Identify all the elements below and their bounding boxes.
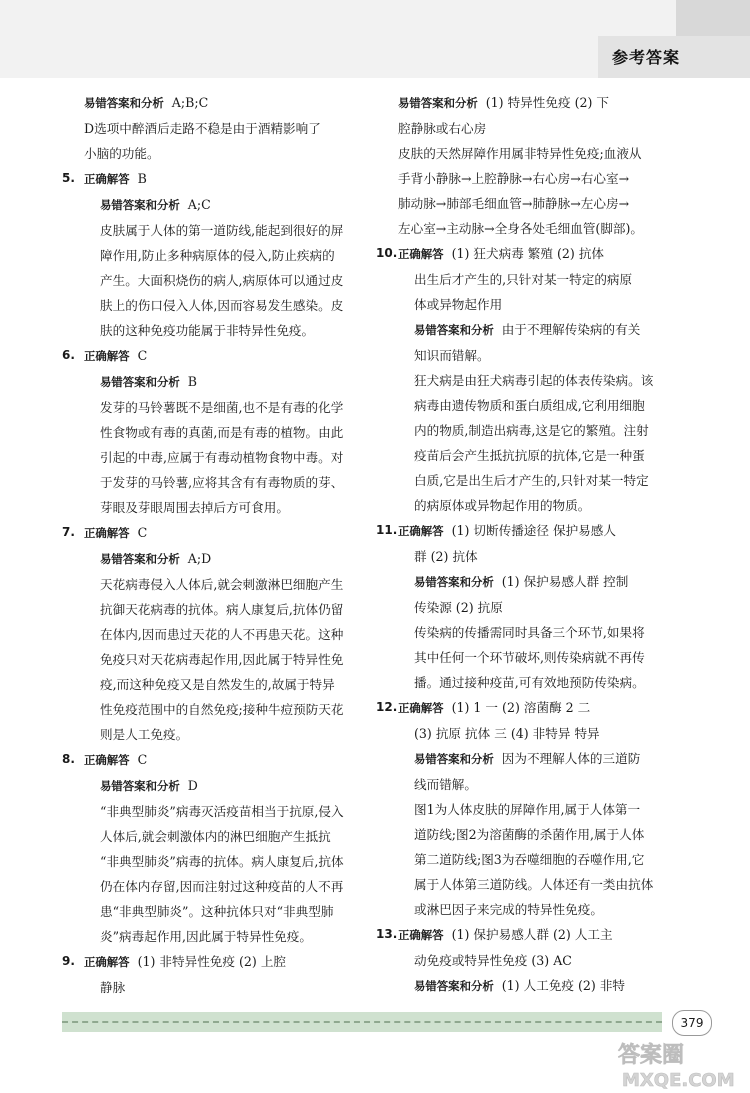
answer-line (84, 799, 374, 824)
answer-item (62, 90, 374, 166)
answer-text: 人体后,就会刺激体内的淋巴细胞产生抵抗 (100, 829, 331, 844)
answer-line (398, 191, 682, 216)
answer-label: 易错答案和分析 (84, 96, 164, 110)
answer-line (398, 595, 682, 620)
svg-text:MXQE.COM: MXQE.COM (622, 1070, 735, 1091)
answer-line (84, 747, 374, 773)
answer-line (84, 597, 374, 622)
answer-text: 其中任何一个环节破坏,则传染病就不再传 (414, 650, 645, 665)
question-number: 6. (62, 348, 75, 362)
answer-label: 正确解答 (398, 928, 444, 942)
answer-line (398, 116, 682, 141)
answer-line (84, 924, 374, 949)
svg-text:答案圈: 答案圈 (618, 1043, 685, 1068)
answer-text: 知识而错解。 (414, 348, 490, 363)
answer-line (84, 849, 374, 874)
answer-line (84, 672, 374, 697)
answer-text: 皮肤属于人体的第一道防线,能起到很好的屏 (100, 223, 344, 238)
answer-line (84, 369, 374, 395)
answer-label: 易错答案和分析 (100, 552, 180, 566)
page-number: 379 (672, 1010, 712, 1036)
answer-line (398, 393, 682, 418)
watermark-logo (612, 1038, 750, 1093)
answer-text: 传染源 (2) 抗原 (414, 600, 503, 615)
answer-label: 正确解答 (84, 349, 130, 363)
answer-item (62, 747, 374, 949)
answer-text: (1) 保护易感人群 控制 (501, 574, 629, 589)
answer-text: 的病原体或异物起作用的物质。 (414, 498, 591, 513)
answer-line (398, 721, 682, 746)
answer-text: 肤上的伤口侵入人体,因而容易发生感染。皮 (100, 298, 344, 313)
answer-line (398, 166, 682, 191)
answer-line (398, 544, 682, 569)
answer-line (84, 773, 374, 799)
answer-text: 或淋巴因子来完成的特异性免疫。 (414, 902, 603, 917)
answer-line (398, 90, 682, 116)
corner-tab (676, 0, 750, 40)
answer-line (398, 292, 682, 317)
answer-line (398, 645, 682, 670)
answer-text: 抗御天花病毒的抗体。病人康复后,抗体仍留 (100, 602, 344, 617)
answer-item (62, 949, 374, 1000)
answer-text: 白质,它是出生后才产生的,只针对某一特定 (414, 473, 649, 488)
answer-line (398, 368, 682, 393)
answer-label: 正确解答 (84, 172, 130, 186)
answer-line (84, 824, 374, 849)
answer-text: 性食物或有毒的真菌,而是有毒的植物。由此 (100, 425, 344, 440)
answer-line (398, 847, 682, 872)
answer-text: 则是人工免疫。 (100, 727, 189, 742)
answer-line (398, 241, 682, 267)
answer-line (84, 975, 374, 1000)
answer-item (376, 241, 682, 518)
answer-label: 易错答案和分析 (100, 779, 180, 793)
answer-line (398, 141, 682, 166)
answer-line (398, 872, 682, 897)
answer-line (84, 470, 374, 495)
answer-line (84, 166, 374, 192)
right-column (376, 90, 682, 999)
answer-item (376, 922, 682, 999)
answer-label: 正确解答 (84, 955, 130, 969)
answer-line (84, 495, 374, 520)
answer-label: 正确解答 (84, 753, 130, 767)
answer-line (398, 468, 682, 493)
answer-text: 出生后才产生的,只针对某一特定的病原 (414, 272, 633, 287)
answer-text: 传染病的传播需同时具备三个环节,如果将 (414, 625, 645, 640)
answer-text: B (137, 171, 147, 186)
answer-label: 正确解答 (398, 524, 444, 538)
answer-line (84, 722, 374, 747)
answer-text: 天花病毒侵入人体后,就会刺激淋巴细胞产生 (100, 577, 344, 592)
answer-line (84, 420, 374, 445)
answer-text: (1) 特异性免疫 (2) 下 (485, 95, 610, 110)
answer-text: 障作用,防止多种病原体的侵入,防止疾病的 (100, 248, 335, 263)
answer-line (84, 141, 374, 166)
answer-text: 肤的这种免疫功能属于非特异性免疫。 (100, 323, 315, 338)
answer-text: D选项中醉酒后走路不稳是由于酒精影响了 (84, 121, 321, 136)
answer-line (84, 395, 374, 420)
answer-text: 因为不理解人体的三道防 (501, 751, 641, 766)
answer-line (398, 493, 682, 518)
answer-label: 正确解答 (398, 701, 444, 715)
answer-text: 皮肤的天然屏障作用属非特异性免疫;血液从 (398, 146, 642, 161)
answer-line (398, 343, 682, 368)
answer-text: 小脑的功能。 (84, 146, 160, 161)
answer-line (398, 267, 682, 292)
question-number: 5. (62, 171, 75, 185)
answer-text: (1) 保护易感人群 (2) 人工主 (451, 927, 613, 942)
answer-text: 道防线;图2为溶菌酶的杀菌作用,属于人体 (414, 827, 645, 842)
answer-line (84, 116, 374, 141)
answer-line (84, 572, 374, 597)
answer-line (398, 317, 682, 343)
answer-line (84, 697, 374, 722)
answer-text: 左心室→主动脉→全身各处毛细血管(脚部)。 (398, 221, 644, 236)
answer-line (84, 90, 374, 116)
answer-text: 于发芽的马铃薯,应将其含有有毒物质的芽、 (100, 475, 344, 490)
answer-text: (3) 抗原 抗体 三 (4) 非特异 特异 (414, 726, 600, 741)
answer-text: 病毒由遗传物质和蛋白质组成,它利用细胞 (414, 398, 645, 413)
left-column (62, 90, 374, 1000)
answer-text: “非典型肺炎”病毒灭活疫苗相当于抗原,侵入 (100, 804, 344, 819)
answer-label: 易错答案和分析 (100, 198, 180, 212)
answer-label: 易错答案和分析 (414, 752, 494, 766)
answer-line (398, 443, 682, 468)
question-number: 12. (376, 700, 398, 714)
question-number: 7. (62, 525, 75, 539)
answer-text: 第二道防线;图3为吞噬细胞的吞噬作用,它 (414, 852, 645, 867)
answer-text: 静脉 (100, 980, 126, 995)
answer-text: 肺动脉→肺部毛细血管→肺静脉→左心房→ (398, 196, 630, 211)
answer-label: 易错答案和分析 (100, 375, 180, 389)
answer-text: 播。通过接种疫苗,可有效地预防传染病。 (414, 675, 645, 690)
answer-text: 在体内,因而患过天花的人不再患天花。这种 (100, 627, 344, 642)
answer-line (398, 897, 682, 922)
question-number: 8. (62, 752, 75, 766)
answer-text: (1) 人工免疫 (2) 非特 (501, 978, 626, 993)
answer-item (62, 343, 374, 520)
answer-item (376, 695, 682, 922)
answer-line (84, 218, 374, 243)
answer-text: 动免疫或特异性免疫 (3) AC (414, 953, 572, 968)
answer-text: (1) 非特异性免疫 (2) 上腔 (137, 954, 287, 969)
answer-line (398, 418, 682, 443)
answer-item (376, 90, 682, 241)
answer-label: 易错答案和分析 (414, 979, 494, 993)
answer-text: A;C (187, 197, 211, 212)
answer-line (398, 922, 682, 948)
answer-text: A;D (187, 551, 212, 566)
answer-line (84, 343, 374, 369)
answer-text: D (187, 778, 198, 793)
answer-line (84, 622, 374, 647)
answer-line (84, 268, 374, 293)
answer-text: (1) 切断传播途径 保护易感人 (451, 523, 616, 538)
answer-text: 图1为人体皮肤的屏障作用,属于人体第一 (414, 802, 641, 817)
answer-text: 手背小静脉→上腔静脉→右心房→右心室→ (398, 171, 630, 186)
answer-label: 易错答案和分析 (414, 575, 494, 589)
answer-text: 疫苗后会产生抵抗抗原的抗体,它是一种蛋 (414, 448, 645, 463)
answer-line (398, 695, 682, 721)
answer-text: C (137, 525, 148, 540)
answer-text: 狂犬病是由狂犬病毒引起的体表传染病。该 (414, 373, 654, 388)
answer-text: 性免疫范围中的自然免疫;接种牛痘预防天花 (100, 702, 344, 717)
answer-text: “非典型肺炎”病毒的抗体。病人康复后,抗体 (100, 854, 344, 869)
answer-text: 仍在体内存留,因而注射过这种疫苗的人不再 (100, 879, 344, 894)
answer-line (84, 520, 374, 546)
answer-text: (1) 狂犬病毒 繁殖 (2) 抗体 (451, 246, 605, 261)
answer-text: 产生。大面积烧伤的病人,病原体可以通过皮 (100, 273, 344, 288)
answer-line (398, 518, 682, 544)
answer-text: 患“非典型肺炎”。这种抗体只对“非典型肺 (100, 904, 334, 919)
answer-label: 易错答案和分析 (398, 96, 478, 110)
answer-line (398, 973, 682, 999)
footer-divider (62, 1021, 662, 1023)
answer-text: 体或异物起作用 (414, 297, 503, 312)
answer-text: C (137, 752, 148, 767)
answer-text: 腔静脉或右心房 (398, 121, 487, 136)
answer-line (398, 797, 682, 822)
answer-line (398, 746, 682, 772)
answer-line (398, 569, 682, 595)
question-number: 13. (376, 927, 398, 941)
answer-text: B (187, 374, 198, 389)
answer-text: 群 (2) 抗体 (414, 549, 478, 564)
answer-line (84, 293, 374, 318)
answer-text: 引起的中毒,应属于有毒动植物食物中毒。对 (100, 450, 344, 465)
answer-line (398, 670, 682, 695)
answer-text: 内的物质,制造出病毒,这是它的繁殖。注射 (414, 423, 649, 438)
answer-line (84, 243, 374, 268)
question-number: 11. (376, 523, 398, 537)
answer-text: 属于人体第三道防线。人体还有一类由抗体 (414, 877, 654, 892)
answer-text: C (137, 348, 148, 363)
answer-line (398, 822, 682, 847)
answer-label: 正确解答 (398, 247, 444, 261)
answer-label: 正确解答 (84, 526, 130, 540)
answer-line (84, 445, 374, 470)
answer-line (84, 949, 374, 975)
answer-text: 炎”病毒起作用,因此属于特异性免疫。 (100, 929, 312, 944)
answer-item (62, 520, 374, 747)
answer-line (398, 948, 682, 973)
answer-line (398, 216, 682, 241)
answer-line (84, 874, 374, 899)
answer-text: (1) 1 一 (2) 溶菌酶 2 二 (451, 700, 591, 715)
answer-text: 免疫只对天花病毒起作用,因此属于特异性免 (100, 652, 344, 667)
answer-line (398, 772, 682, 797)
question-number: 10. (376, 246, 398, 260)
answer-line (84, 899, 374, 924)
answer-text: 由于不理解传染病的有关 (501, 322, 641, 337)
question-number: 9. (62, 954, 75, 968)
answer-text: 线而错解。 (414, 777, 477, 792)
answer-text: 疫,而这种免疫又是自然发生的,故属于特异 (100, 677, 335, 692)
answer-text: 发芽的马铃薯既不是细菌,也不是有毒的化学 (100, 400, 344, 415)
section-title: 参考答案 (612, 48, 681, 67)
answer-item (62, 166, 374, 343)
answer-line (84, 546, 374, 572)
answer-line (398, 620, 682, 645)
answer-text: A;B;C (171, 95, 209, 110)
answer-label: 易错答案和分析 (414, 323, 494, 337)
answer-line (84, 318, 374, 343)
answer-text: 芽眼及芽眼周围去掉后方可食用。 (100, 500, 289, 515)
answer-line (84, 647, 374, 672)
answer-line (84, 192, 374, 218)
answer-item (376, 518, 682, 695)
